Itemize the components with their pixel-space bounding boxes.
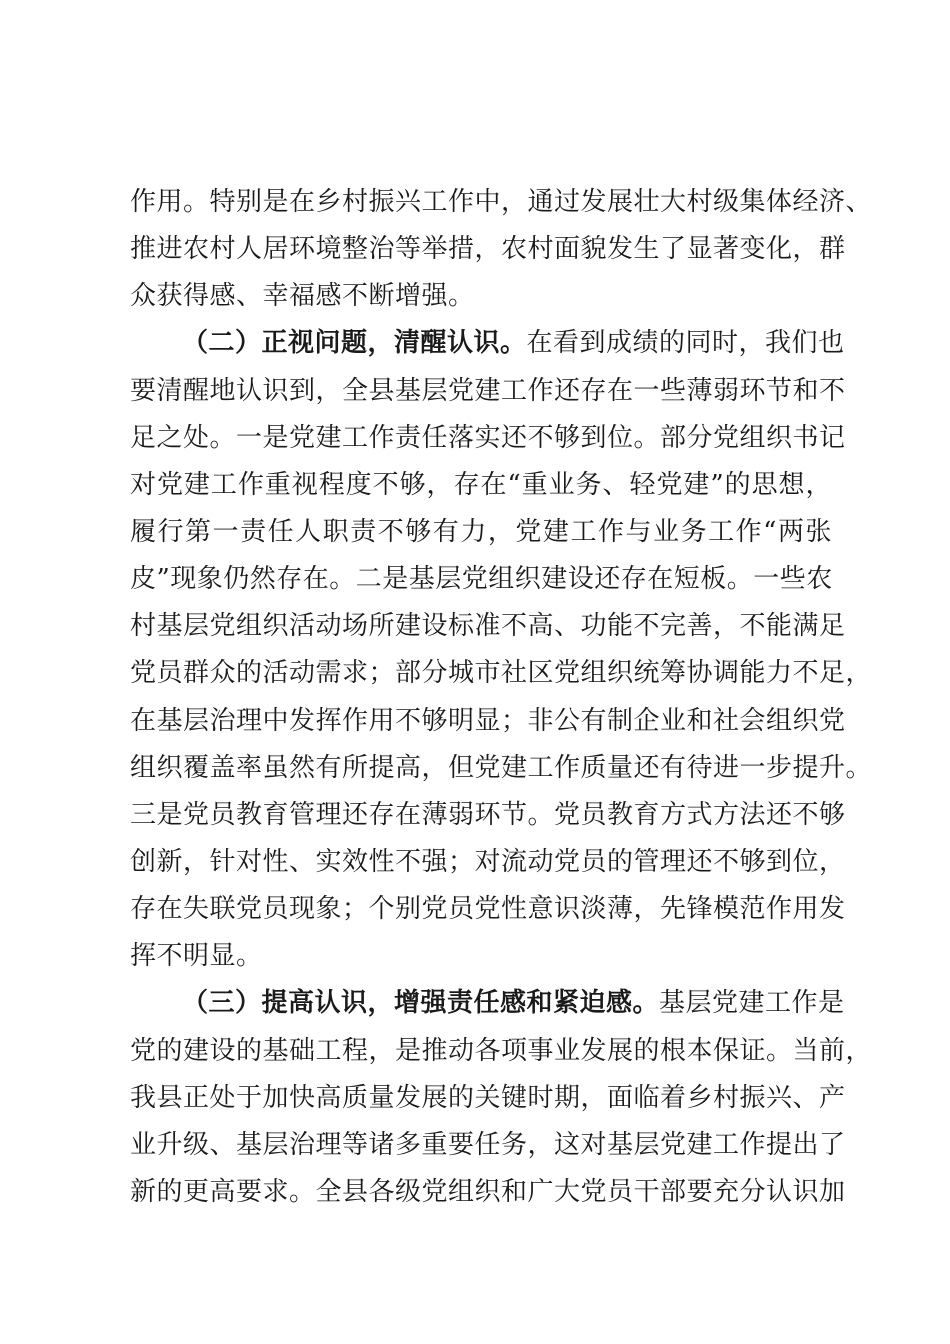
- paragraph-first-line: [130, 320, 845, 367]
- text-run: 基层党建工作是: [659, 988, 845, 1019]
- text-line: 三是党员教育管理还存在薄弱环节。党员教育方式方法还不够: [130, 799, 846, 830]
- text-line: 皮”现象仍然存在。二是基层党组织建设还存在短板。一些农: [130, 564, 833, 595]
- document-body: [130, 179, 873, 1216]
- text-line: 足之处。一是党建工作责任落实还不够到位。部分党组织书记: [130, 422, 846, 453]
- text-line: 作用。特别是在乡村振兴工作中，通过发展壮大村级集体经济、: [130, 187, 873, 217]
- text-line: 业升级、基层治理等诸多重要任务，这对基层党建工作提出了: [130, 1129, 846, 1160]
- text-line: 党的建设的基础工程，是推动各项事业发展的根本保证。当前，: [130, 1035, 873, 1066]
- text-line: 我县正处于加快高质量发展的关键时期，面临着乡村振兴、产: [130, 1082, 846, 1113]
- text-line: 村基层党组织活动场所建设标准不高、功能不完善，不能满足: [130, 611, 846, 642]
- text-run: 在看到成绩的同时，我们也: [526, 328, 845, 359]
- section-heading-2: （二）正视问题，清醒认识。: [182, 328, 527, 359]
- text-line: 组织覆盖率虽然有所提高，但党建工作质量还有待进一步提升。: [130, 752, 873, 783]
- text-line: 挥不明显。: [130, 941, 263, 972]
- text-line: 创新，针对性、实效性不强；对流动党员的管理还不够到位，: [130, 846, 846, 877]
- paragraph-first-line: [130, 980, 845, 1027]
- text-line: 众获得感、幸福感不断增强。: [130, 281, 475, 312]
- section-heading-3: （三）提高认识，增强责任感和紧迫感。: [182, 988, 660, 1019]
- text-line: 履行第一责任人职责不够有力，党建工作与业务工作“两张: [130, 516, 832, 547]
- text-line: 党员群众的活动需求；部分城市社区党组织统筹协调能力不足，: [130, 658, 873, 689]
- text-line: 在基层治理中发挥作用不够明显；非公有制企业和社会组织党: [130, 705, 846, 736]
- text-line: 新的更高要求。全县各级党组织和广大党员干部要充分认识加: [130, 1176, 846, 1207]
- text-line: 对党建工作重视程度不够，存在“重业务、轻党建”的思想，: [130, 469, 832, 500]
- text-line: 存在失联党员现象；个别党员党性意识淡薄，先锋模范作用发: [130, 894, 846, 925]
- text-line: 要清醒地认识到，全县基层党建工作还存在一些薄弱环节和不: [130, 375, 846, 406]
- text-line: 推进农村人居环境整治等举措，农村面貌发生了显著变化，群: [130, 234, 846, 265]
